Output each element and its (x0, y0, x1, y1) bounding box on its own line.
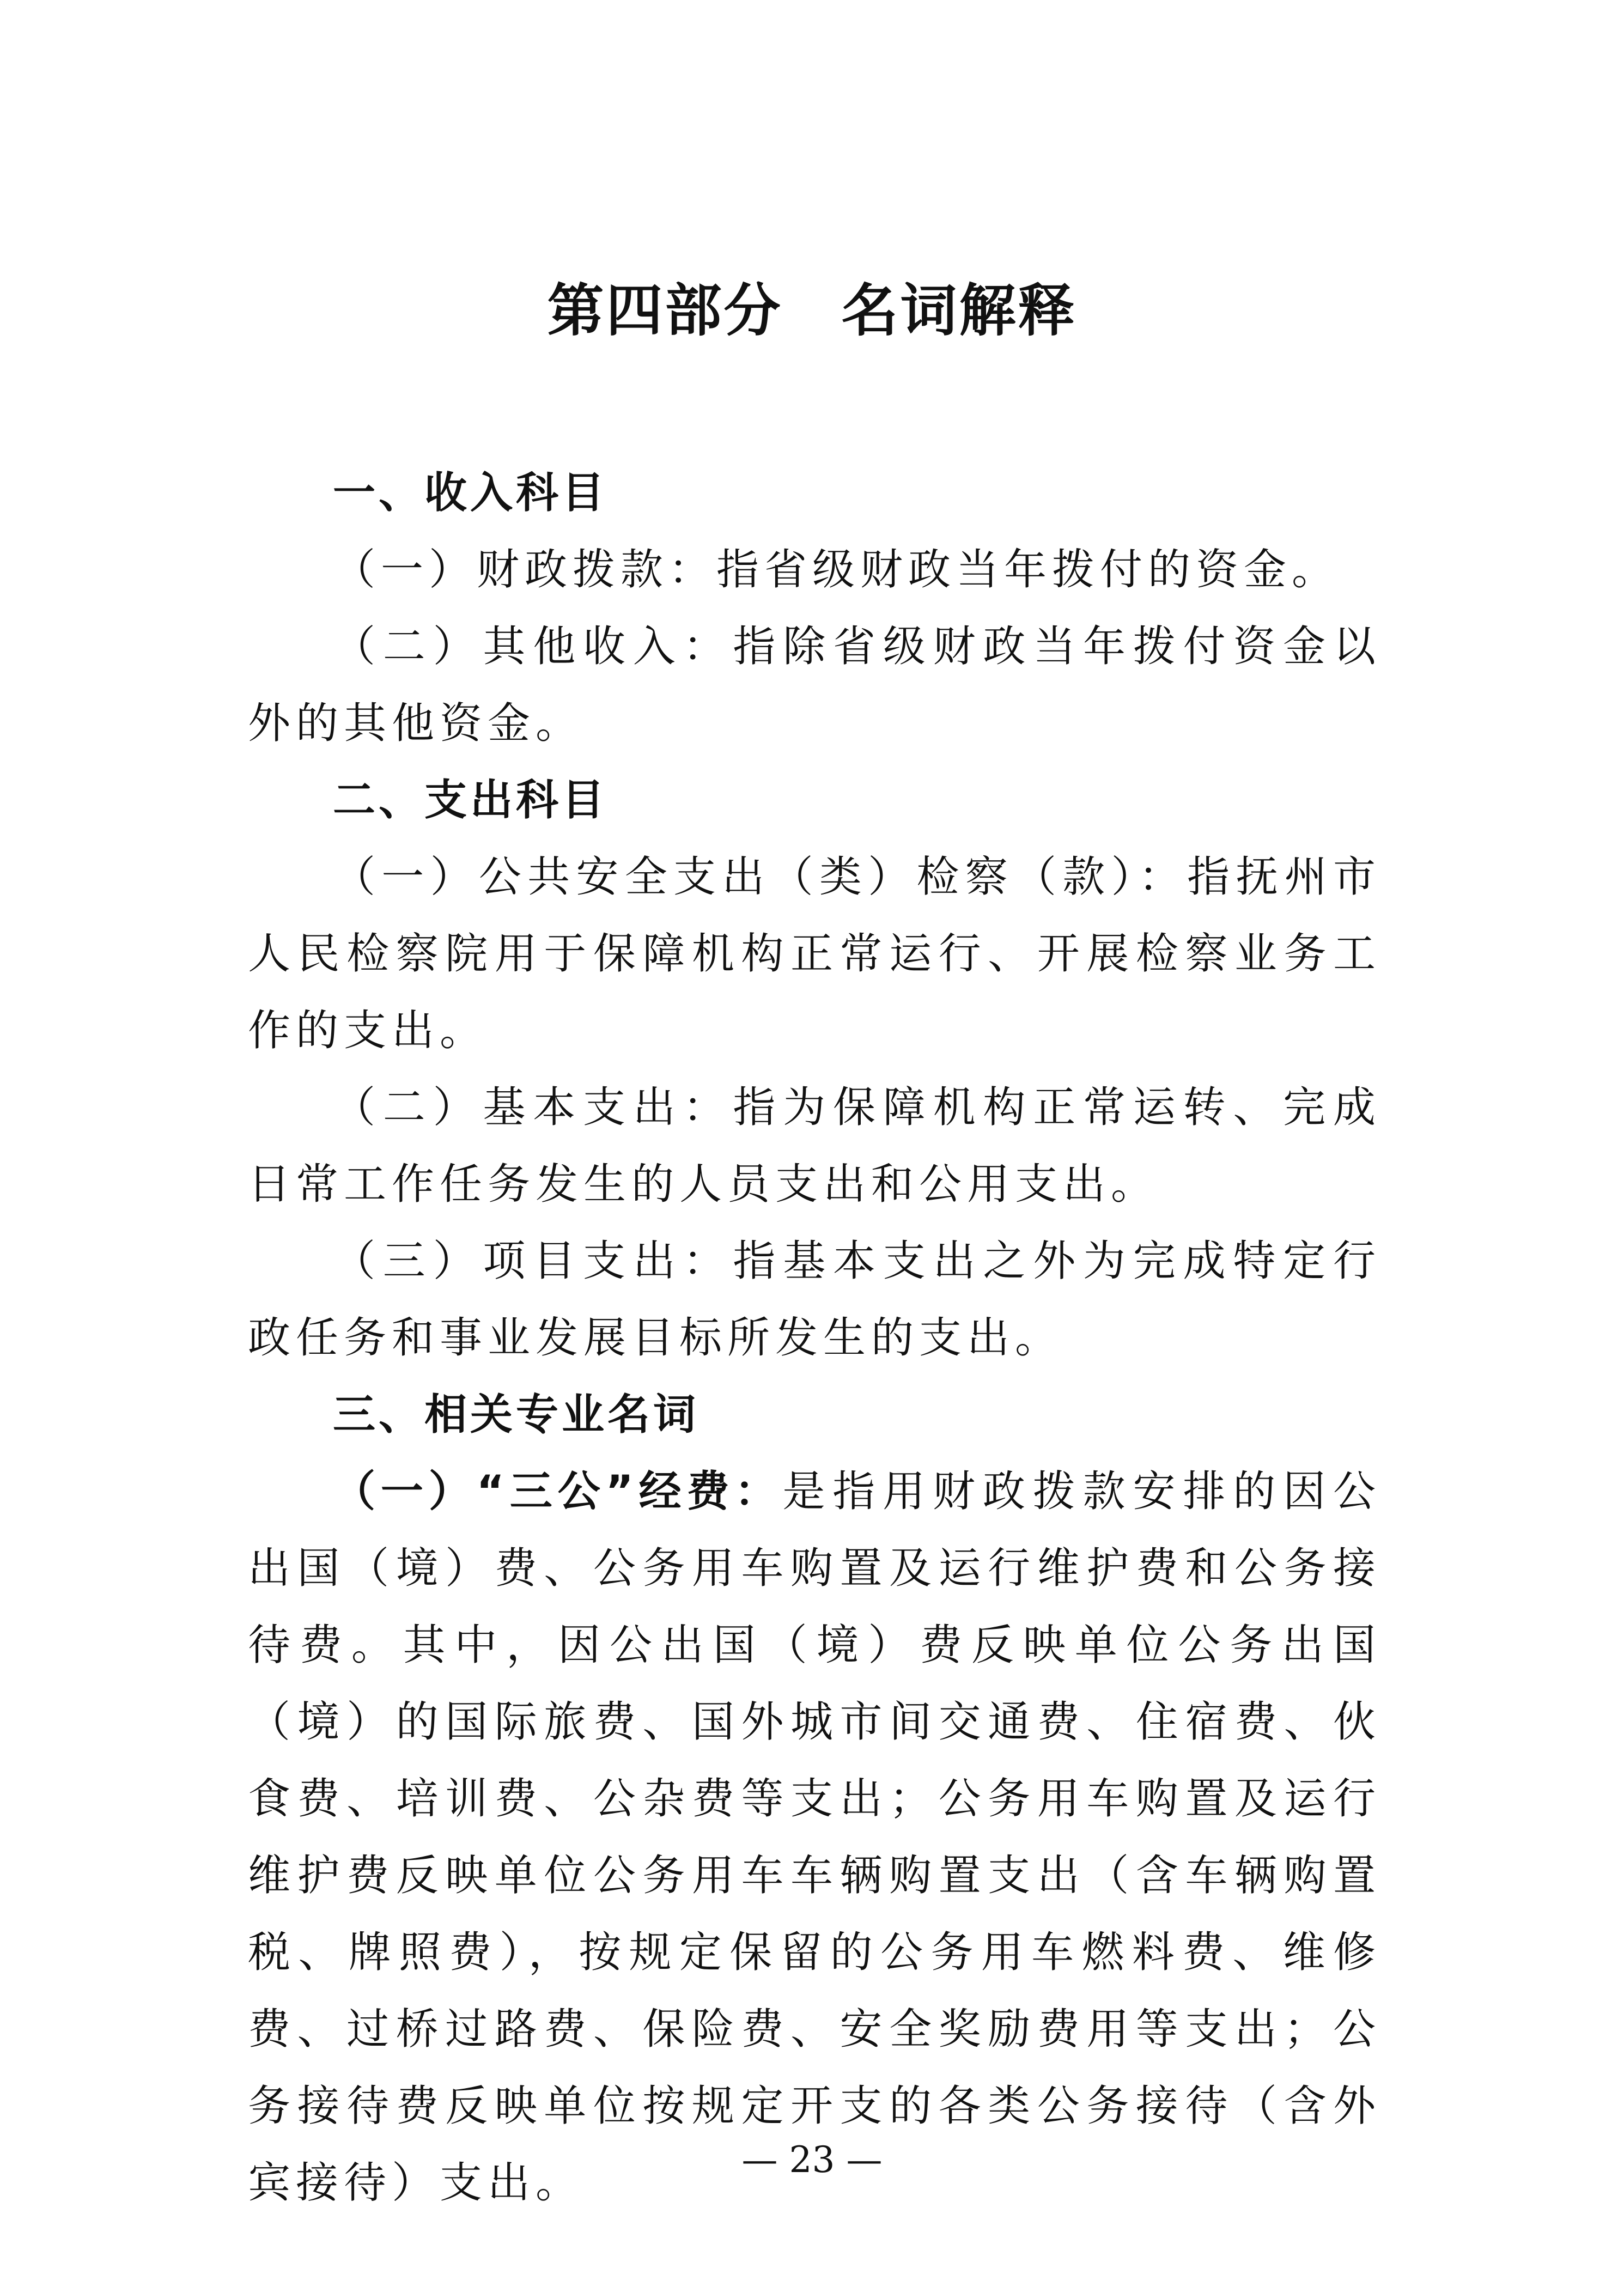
paragraph-public-security-expenditure: （一）公共安全支出（类）检察（款）：指抚州市人民检察院用于保障机构正常运行、开展检察业务工作的支出。 (248, 853, 1381, 1055)
document-body (248, 455, 1381, 2222)
section-heading-expenditure: 二、支出科目 (333, 776, 608, 825)
paragraph-lead-term: （一）“三公”经费： (333, 1467, 783, 1516)
page-title: 第四部分 名词解释 (547, 277, 1077, 344)
paragraph-fiscal-appropriation: （一）财政拨款：指省级财政当年拨付的资金。 (333, 545, 1340, 594)
section-heading-terms: 三、相关专业名词 (333, 1390, 700, 1439)
paragraph-three-public-expenses (248, 1453, 1381, 2222)
section-heading-income: 一、收入科目 (333, 469, 608, 518)
paragraph-definition-text: 是指用财政拨款安排的因公出国（境）费、公务用车购置及运行维护费和公务接待费。其中，因公出国（境）费反映单位公务出国（境）的国际旅费、国外城市间交通费、住宿费、伙食费、培训费、公杂费等支出；公务用车购置及运行维护费反映单位公务用车车辆购置支出（含车辆购置税、牌照费），按规定保留的公务用车燃料费、维修费、过桥过路费、保险费、安全奖励费用等支出；公务接待费反映单位按规定开支的各类公务接待（含外宾接待）支出。 (248, 1467, 1381, 2207)
paragraph-project-expenditure: （三）项目支出：指基本支出之外为完成特定行政任务和事业发展目标所发生的支出。 (248, 1237, 1381, 1363)
page-number: — 23 — (741, 2139, 883, 2181)
paragraph-basic-expenditure: （二）基本支出：指为保障机构正常运转、完成日常工作任务发生的人员支出和公用支出。 (248, 1083, 1381, 1209)
paragraph-other-income: （二）其他收入：指除省级财政当年拨付资金以外的其他资金。 (248, 622, 1381, 748)
